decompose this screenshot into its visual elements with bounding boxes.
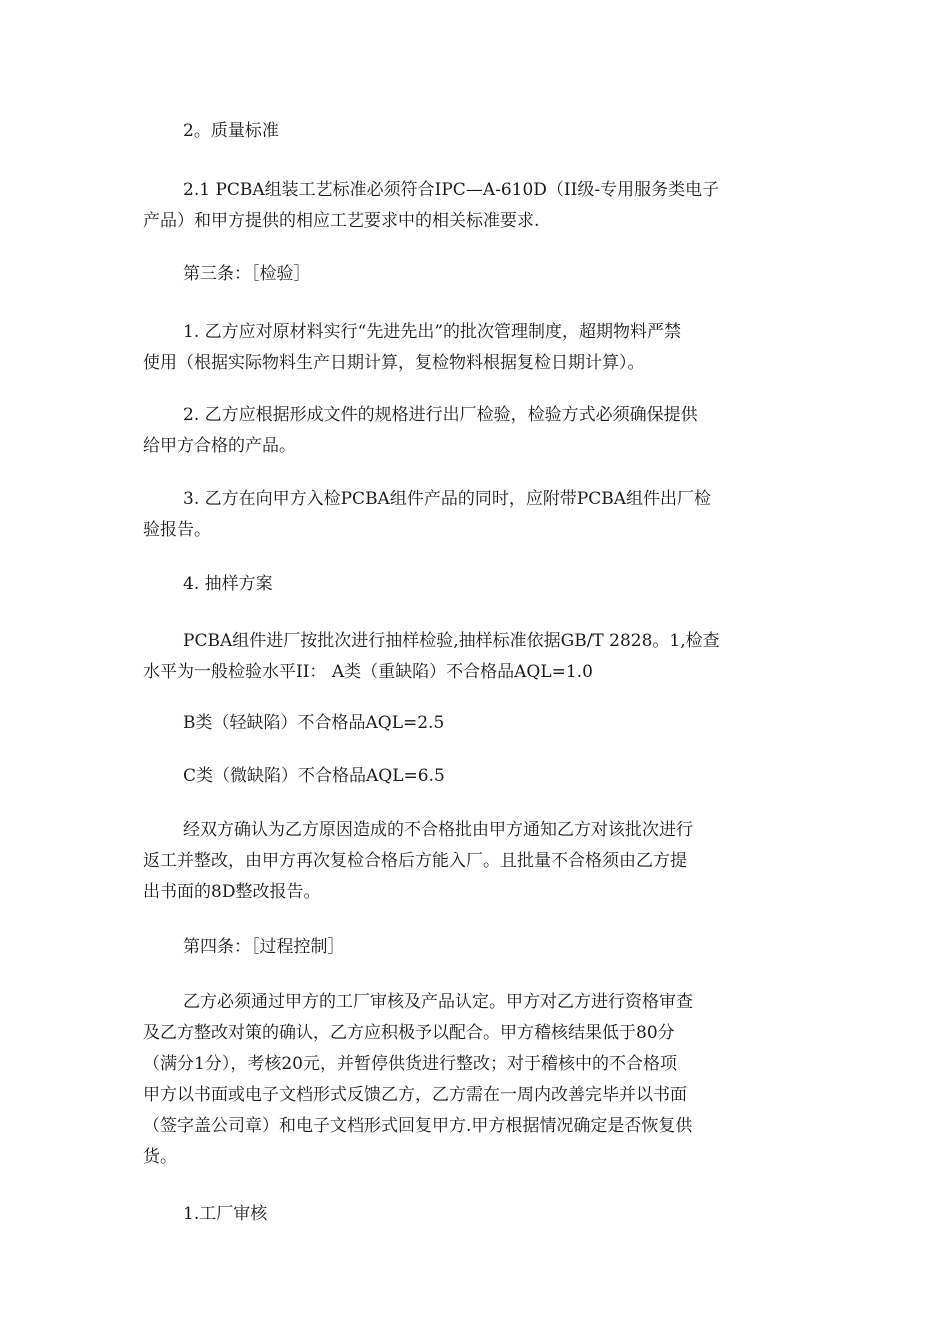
paragraph-pcba-standard bbox=[143, 175, 811, 237]
paragraph-item-3 bbox=[143, 484, 811, 546]
text-line: 2。质量标准 bbox=[183, 121, 279, 141]
text-line: 经双方确认为乙方原因造成的不合格批由甲方通知乙方对该批次进行 bbox=[183, 820, 693, 840]
text-line: 4. 抽样方案 bbox=[183, 574, 273, 594]
text-line: 产品）和甲方提供的相应工艺要求中的相关标准要求. bbox=[143, 211, 540, 231]
text-line: 2. 乙方应根据形成文件的规格进行出厂检验，检验方式必须确保提供 bbox=[183, 405, 698, 425]
text-line: （满分1分），考核20元，并暂停供货进行整改；对于稽核中的不合格项 bbox=[143, 1054, 677, 1074]
text-line: 乙方必须通过甲方的工厂审核及产品认定。甲方对乙方进行资格审查 bbox=[183, 992, 693, 1012]
text-line: 返工并整改，由甲方再次复检合格后方能入厂。且批量不合格须由乙方提 bbox=[143, 851, 687, 871]
paragraph-factory-audit-requirement bbox=[143, 987, 811, 1173]
heading-factory-audit bbox=[143, 1199, 811, 1230]
text-line: （签字盖公司章）和电子文档形式回复甲方.甲方根据情况确定是否恢复供 bbox=[143, 1116, 693, 1136]
text-line: PCBA组件进厂按批次进行抽样检验,抽样标准依据GB/T 2828。1,检查 bbox=[183, 631, 720, 651]
heading-quality-standard bbox=[143, 116, 811, 147]
text-line: 水平为一般检验水平II： A类（重缺陷）不合格品AQL=1.0 bbox=[143, 662, 593, 682]
paragraph-sampling-standard bbox=[143, 626, 811, 688]
paragraph-rework bbox=[143, 815, 811, 908]
heading-article-3-inspection bbox=[143, 259, 811, 290]
text-line: 第三条：［检验］ bbox=[183, 264, 311, 284]
text-line: 第四条：［过程控制］ bbox=[183, 937, 345, 957]
text-line: 3. 乙方在向甲方入检PCBA组件产品的同时，应附带PCBA组件出厂检 bbox=[183, 489, 712, 509]
heading-item-4-sampling bbox=[143, 569, 811, 600]
text-line: 货。 bbox=[143, 1147, 177, 1167]
text-line: 验报告。 bbox=[143, 520, 211, 540]
text-line: 使用（根据实际物料生产日期计算，复检物料根据复检日期计算）。 bbox=[143, 353, 645, 373]
paragraph-item-2 bbox=[143, 400, 811, 462]
paragraph-class-b bbox=[143, 708, 811, 739]
text-line: 2.1 PCBA组装工艺标准必须符合IPC—A-610D（II级-专用服务类电子 bbox=[183, 180, 720, 200]
text-line: 出书面的8D整改报告。 bbox=[143, 882, 321, 902]
text-line: 给甲方合格的产品。 bbox=[143, 436, 296, 456]
paragraph-class-c bbox=[143, 761, 811, 792]
text-line: 甲方以书面或电子文档形式反馈乙方，乙方需在一周内改善完毕并以书面 bbox=[143, 1085, 687, 1105]
text-line: 1.工厂审核 bbox=[183, 1204, 268, 1224]
text-line: C类（微缺陷）不合格品AQL=6.5 bbox=[183, 766, 445, 786]
text-line: B类（轻缺陷）不合格品AQL=2.5 bbox=[183, 713, 445, 733]
paragraph-item-1 bbox=[143, 317, 811, 379]
text-line: 及乙方整改对策的确认，乙方应积极予以配合。甲方稽核结果低于80分 bbox=[143, 1023, 675, 1043]
text-line: 1. 乙方应对原材料实行“先进先出”的批次管理制度，超期物料严禁 bbox=[183, 322, 682, 342]
heading-article-4-process-control bbox=[143, 932, 811, 963]
